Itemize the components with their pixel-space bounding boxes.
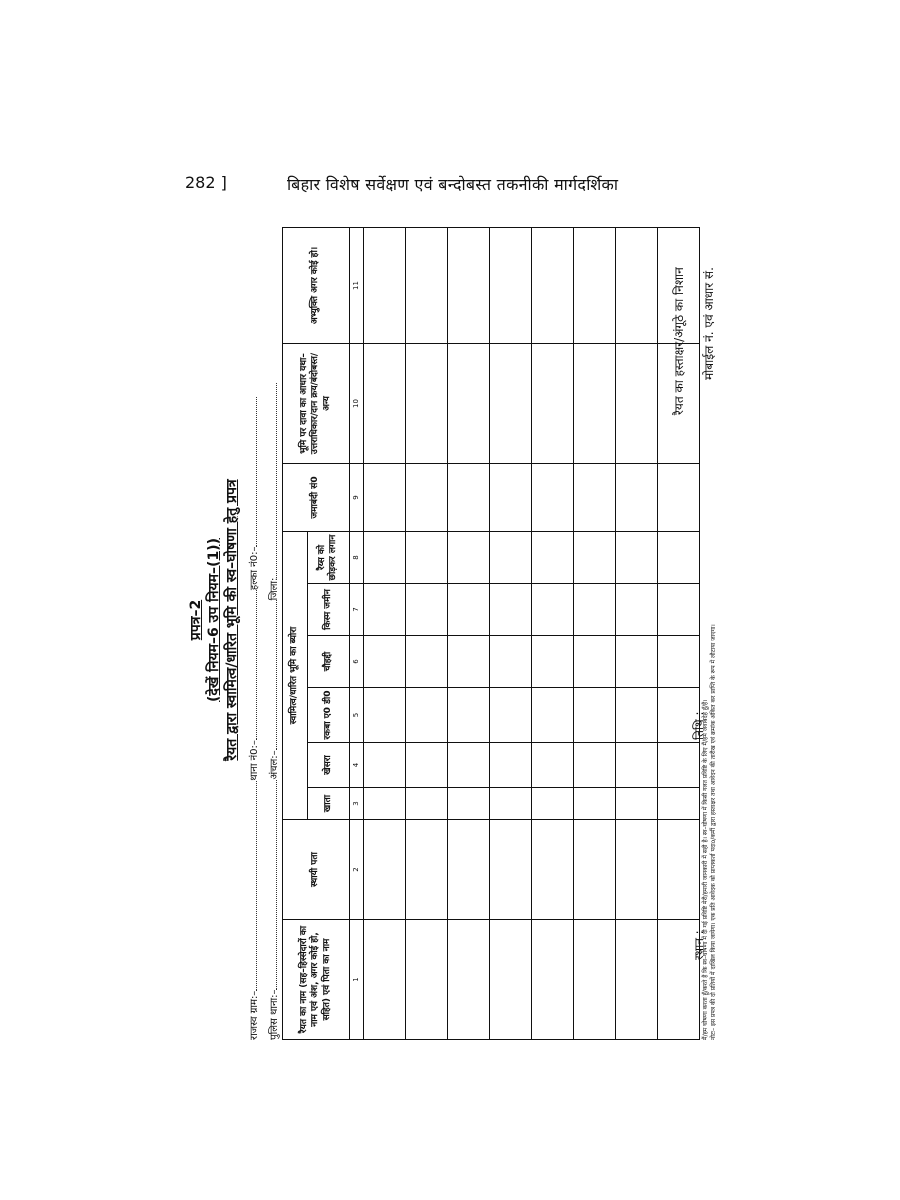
- thana-no-label: थाना नं0:–: [249, 740, 260, 781]
- table-cell[interactable]: [363, 343, 405, 463]
- column-number: 4: [349, 743, 363, 788]
- book-title: बिहार विशेष सर्वेक्षण एवं बन्दोबस्त तकनीकी मार्गदर्शिका: [287, 175, 619, 194]
- table-cell[interactable]: [531, 584, 573, 636]
- col-jamabandi-no: जमाबंदी सं0: [283, 463, 350, 531]
- table-cell[interactable]: [657, 920, 699, 1040]
- table-cell[interactable]: [363, 584, 405, 636]
- table-cell[interactable]: [573, 584, 615, 636]
- table-cell[interactable]: [363, 788, 405, 820]
- table-cell[interactable]: [657, 227, 699, 343]
- police-station-line: [266, 383, 280, 1040]
- table-cell[interactable]: [531, 636, 573, 688]
- rotated-form: [174, 200, 717, 1040]
- header-row-1: [283, 227, 308, 1039]
- table-cell[interactable]: [447, 788, 489, 820]
- signature-label: रैयत का हस्ताक्षर/अंगूठे का निशान: [672, 267, 686, 415]
- place-label: स्थान :: [692, 930, 706, 960]
- district-field[interactable]: [267, 383, 277, 578]
- anchal-field[interactable]: [267, 600, 277, 750]
- table-cell[interactable]: [573, 820, 615, 920]
- table-row: [573, 227, 615, 1039]
- table-cell[interactable]: [531, 788, 573, 820]
- column-number: 9: [349, 463, 363, 531]
- anchal-label: अंचल:–: [269, 750, 280, 780]
- table-cell[interactable]: [405, 343, 447, 463]
- table-cell[interactable]: [615, 636, 657, 688]
- table-cell[interactable]: [615, 688, 657, 743]
- column-number: 10: [349, 343, 363, 463]
- col-group-land-details: स्वामित्व/धारित भूमि का ब्योरा: [283, 531, 308, 819]
- table-cell[interactable]: [405, 788, 447, 820]
- table-cell[interactable]: [531, 531, 573, 583]
- table-cell[interactable]: [405, 820, 447, 920]
- table-cell[interactable]: [657, 820, 699, 920]
- table-cell[interactable]: [657, 688, 699, 743]
- table-cell[interactable]: [573, 688, 615, 743]
- table-cell[interactable]: [573, 920, 615, 1040]
- table-cell[interactable]: [363, 636, 405, 688]
- table-row: [363, 227, 405, 1039]
- table-row: [405, 227, 447, 1039]
- revenue-village-label: राजस्व ग्राम:–: [249, 990, 260, 1040]
- revenue-village-line: [246, 397, 260, 1040]
- form-title: प्रपत्र–2: [188, 599, 204, 641]
- note-text: नोटः– इस प्रपत्र की दो प्रतियों में दाखिल किया जायेगा। एक प्रति आवेदक को प्राप्तकर्ता पदाo/कर्मी द्वारा हस्ताक्षर तथा आवेदन की तारीख एवं क्रमांक अंकित कर प्राप्ति के रूप में लौटाया जाएगा।: [710, 624, 717, 1040]
- table-cell[interactable]: [573, 636, 615, 688]
- table-cell[interactable]: [657, 636, 699, 688]
- column-number: 7: [349, 584, 363, 636]
- table-cell[interactable]: [447, 343, 489, 463]
- table-row: [615, 227, 657, 1039]
- table-row: [489, 227, 531, 1039]
- table-cell[interactable]: [489, 463, 531, 531]
- table-cell[interactable]: [363, 463, 405, 531]
- halka-no-label: हल्का नं0:–: [249, 546, 260, 591]
- column-number: 1: [349, 920, 363, 1040]
- notes-block: [702, 228, 718, 1040]
- table-cell[interactable]: [573, 788, 615, 820]
- table-cell[interactable]: [447, 688, 489, 743]
- table-cell[interactable]: [489, 636, 531, 688]
- table-cell[interactable]: [657, 463, 699, 531]
- column-number: 11: [349, 227, 363, 343]
- table-cell[interactable]: [363, 688, 405, 743]
- table-cell[interactable]: [447, 584, 489, 636]
- col-rent: रैय्स को छोड़कर लगान: [307, 531, 349, 583]
- table-cell[interactable]: [531, 343, 573, 463]
- col-khata: खाता: [307, 788, 349, 820]
- revenue-village-field[interactable]: [247, 781, 257, 991]
- table-cell[interactable]: [657, 584, 699, 636]
- date-label: तिथि :: [692, 711, 706, 740]
- table-cell[interactable]: [363, 743, 405, 788]
- col-remarks: अभ्युक्ति अगर कोई हो।: [283, 227, 350, 343]
- table-cell[interactable]: [447, 463, 489, 531]
- table-row: [447, 227, 489, 1039]
- table-cell[interactable]: [489, 584, 531, 636]
- declaration-text: मैं/हम घोषणा करता हूँ/करते हैं कि स्व–घोषणा में दी गई प्रविष्टि मेरी/हमारी जानकारी में सही है। स्व–घोषणा में किसी गलत प्रविष्टि के लिए मैं/हम जवाबदेह हूँ/हैं।: [702, 699, 709, 1040]
- table-cell[interactable]: [573, 463, 615, 531]
- col-claim-basis: भूमि पर दावा का आधार यथा–उत्तराधिकार/दान क्रय/बंदोबस्त/अन्य: [283, 343, 350, 463]
- table-cell[interactable]: [405, 584, 447, 636]
- district-label: जिला:: [269, 577, 280, 601]
- thana-no-field[interactable]: [247, 590, 257, 740]
- table-cell[interactable]: [405, 636, 447, 688]
- table-cell[interactable]: [615, 531, 657, 583]
- table-cell[interactable]: [657, 531, 699, 583]
- form-subject: रैयत द्वारा स्वामित्व/धारित भूमि की स्व–घोषणा हेतु प्रपत्र: [224, 479, 240, 761]
- table-cell[interactable]: [531, 820, 573, 920]
- table-cell[interactable]: [489, 688, 531, 743]
- col-khesra: खेसरा: [307, 743, 349, 788]
- table-cell[interactable]: [363, 227, 405, 343]
- table-cell[interactable]: [447, 820, 489, 920]
- table-cell[interactable]: [531, 463, 573, 531]
- table-cell[interactable]: [447, 227, 489, 343]
- table-cell[interactable]: [615, 788, 657, 820]
- form-rule-reference: (देखें नियम–6 उप नियम–(1)): [206, 538, 222, 702]
- table-cell[interactable]: [615, 820, 657, 920]
- police-station-label: पुलिस थाना:–: [269, 989, 280, 1040]
- page-number: 282 ]: [185, 173, 227, 192]
- table-cell[interactable]: [531, 688, 573, 743]
- table-cell[interactable]: [573, 743, 615, 788]
- table-cell[interactable]: [447, 531, 489, 583]
- table-cell[interactable]: [405, 743, 447, 788]
- column-number-row: [349, 227, 363, 1039]
- table-cell[interactable]: [615, 227, 657, 343]
- table-cell[interactable]: [615, 584, 657, 636]
- column-number: 8: [349, 531, 363, 583]
- table-cell[interactable]: [573, 531, 615, 583]
- land-declaration-table: [282, 227, 700, 1040]
- table-cell[interactable]: [447, 636, 489, 688]
- column-number: 6: [349, 636, 363, 688]
- table-cell[interactable]: [363, 920, 405, 1040]
- col-permanent-address: स्थायी पता: [283, 820, 350, 920]
- table-cell[interactable]: [489, 743, 531, 788]
- table-cell[interactable]: [405, 688, 447, 743]
- table-cell[interactable]: [615, 463, 657, 531]
- table-cell[interactable]: [573, 227, 615, 343]
- table-cell[interactable]: [405, 531, 447, 583]
- table-row: [531, 227, 573, 1039]
- col-chauhaddi: चौहद्दी: [307, 636, 349, 688]
- mobile-aadhaar-label: मोबाईल नं. एवं आधार सं.: [702, 267, 716, 380]
- table-cell[interactable]: [657, 343, 699, 463]
- col-land-type: किस्म जमीन: [307, 584, 349, 636]
- halka-no-field[interactable]: [247, 397, 257, 547]
- table-cell[interactable]: [615, 920, 657, 1040]
- col-rakba: रकबा ए0 डी0: [307, 688, 349, 743]
- column-number: 3: [349, 788, 363, 820]
- table-cell[interactable]: [447, 920, 489, 1040]
- table-cell[interactable]: [405, 920, 447, 1040]
- table-cell[interactable]: [531, 227, 573, 343]
- table-cell[interactable]: [615, 743, 657, 788]
- table-cell[interactable]: [657, 788, 699, 820]
- table-cell[interactable]: [405, 227, 447, 343]
- table-cell[interactable]: [363, 820, 405, 920]
- table-cell[interactable]: [405, 463, 447, 531]
- data-rows: [363, 227, 699, 1039]
- table-cell[interactable]: [363, 531, 405, 583]
- table-cell[interactable]: [447, 743, 489, 788]
- table-cell[interactable]: [531, 743, 573, 788]
- table-cell[interactable]: [489, 227, 531, 343]
- column-number: 2: [349, 820, 363, 920]
- table-cell[interactable]: [531, 920, 573, 1040]
- table-cell[interactable]: [489, 343, 531, 463]
- table-cell[interactable]: [489, 820, 531, 920]
- column-number: 5: [349, 688, 363, 743]
- table-cell[interactable]: [489, 531, 531, 583]
- police-station-field[interactable]: [267, 780, 277, 990]
- table-row: [657, 227, 699, 1039]
- table-cell[interactable]: [573, 343, 615, 463]
- table-cell[interactable]: [489, 920, 531, 1040]
- col-owner-name: रैयत का नाम (सह–हिस्सेदारों का नाम एवं अंश, अगर कोई हो, सहित) एवं पिता का नाम: [283, 920, 350, 1040]
- table-cell[interactable]: [489, 788, 531, 820]
- table-cell[interactable]: [615, 343, 657, 463]
- table-cell[interactable]: [657, 743, 699, 788]
